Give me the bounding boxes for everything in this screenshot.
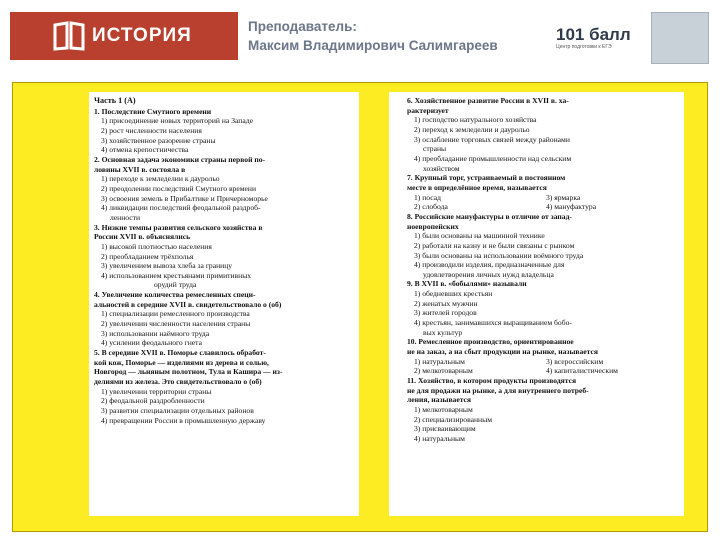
brand-subtitle: Центр подготовки к ЕГЭ <box>556 44 612 50</box>
option: 1) обедневших крестьян <box>414 289 493 299</box>
option: 4) использованием крестьянами примитивных <box>101 270 252 280</box>
question-5: 5. В середине XVII в. Поморье славилось обработ- <box>94 348 266 358</box>
document-page-right <box>389 92 684 516</box>
option: 4) усилении феодального гнета <box>101 338 202 348</box>
option: 2) феодальной раздробленности <box>101 396 205 406</box>
question-5-cont: кой кож, Поморье — изделиями из дерева и солью, <box>94 357 269 367</box>
question-5-cont: делиями из железа. Это свидетельствовало о (об) <box>94 377 262 387</box>
question-3-cont: России XVII в. объяснялись <box>94 232 191 242</box>
question-4: 4. Увеличение количества ремесленных специ- <box>94 290 256 300</box>
question-10-cont: не на заказ, а на сбыт продукции на рынке, называется <box>407 347 598 357</box>
option: 1) специализации ремесленного производства <box>101 309 250 319</box>
option-row <box>407 357 678 367</box>
header <box>0 0 720 82</box>
option: 3) ослабление торговых связей между районами <box>414 134 570 144</box>
question-1: 1. Последствие Смутного времени <box>94 106 212 116</box>
option: 2) работали на казну и не были связаны с рынком <box>414 240 575 250</box>
option: 3) присваивающим <box>414 424 476 434</box>
option: 4) капиталистическим <box>546 366 618 376</box>
option: 2) переход к земледелии и даурольо <box>414 124 530 134</box>
book-icon <box>52 21 86 51</box>
question-11-cont: ления, называется <box>407 395 472 405</box>
option: 4) натуральным <box>414 433 465 443</box>
option-cont: ленности <box>110 212 141 222</box>
option: 4) ликвидации последствий феодальной раздроб- <box>101 203 261 213</box>
option: 1) мелкотоварным <box>414 405 473 414</box>
logo-text: ИСТОРИЯ <box>92 25 192 46</box>
option: 3) увеличением вывоза хлеба за границу <box>101 261 233 271</box>
option: 2) преодолении последствий Смутного времени <box>101 183 257 193</box>
option: 2) рост численности населения <box>101 125 202 135</box>
question-6: 6. Хозяйственное развитие России в XVII в. ха- <box>407 96 569 105</box>
option-cont: хозяйством <box>423 163 460 173</box>
option: 1) были основаны на машинной технике <box>414 231 545 241</box>
slide-stage <box>12 82 708 532</box>
question-3: 3. Низкие темпы развития сельского хозяйства в <box>94 222 263 232</box>
option: 3) развитии специализации отдельных районов <box>101 406 254 415</box>
option-cont: страны <box>423 144 447 154</box>
option: 2) женатых мужчин <box>414 298 478 308</box>
option: 3) ярмарка <box>546 192 581 202</box>
option: 1) переходе к земледелии к даурольо <box>101 174 220 184</box>
teacher-label: Преподаватель: <box>248 19 357 34</box>
option: 4) мануфактура <box>546 202 597 212</box>
question-8: 8. Российские мануфактуры в отличие от запад- <box>407 211 572 221</box>
option: 3) освоения земель в Прибалтике и Причерноморье <box>101 193 268 203</box>
option: 3) жителей городов <box>414 308 477 318</box>
question-10: 10. Ремесленное производство, ориентированное <box>407 337 574 347</box>
option: 3) использовании наёмного труда <box>101 328 210 338</box>
option: 2) слобода <box>414 202 448 212</box>
question-7-cont: месте в определённое время, называется <box>407 182 547 192</box>
option: 2) увеличении численности населения страны <box>101 319 251 329</box>
brand-name: 101 балл <box>556 25 631 44</box>
option-cont: орудий труда <box>154 280 197 290</box>
question-11-cont: не для продажи на рынке, а для внутреннего потреб- <box>407 385 589 395</box>
document-page-left <box>89 92 359 516</box>
option: 4) превращении России в промышленную державу <box>101 415 266 425</box>
option: 1) посад <box>414 192 441 202</box>
option: 1) натуральным <box>414 356 465 366</box>
option: 4) крестьян, занимавшихся выращиванием бобо- <box>414 318 572 328</box>
option: 2) преобладанием трёхполья <box>101 251 194 261</box>
option-cont: удовлетворения личных нужд владельца <box>423 269 554 279</box>
option: 2) мелкотоварным <box>414 366 473 376</box>
teacher-name: Максим Владимирович Салимгареев <box>248 38 498 53</box>
option: 3) хозяйственное разорение страны <box>101 135 216 145</box>
teacher-info <box>248 17 498 55</box>
option-row <box>407 193 678 203</box>
option: 3) всероссийским <box>546 356 604 366</box>
question-8-cont: ноевропейских <box>407 221 459 231</box>
option-row <box>407 366 678 376</box>
question-9: 9. В XVII в. «бобылями» называли <box>407 279 527 289</box>
option: 4) преобладание промышленности над сельским <box>414 153 572 163</box>
option: 4) отмена крепостничества <box>101 145 189 155</box>
part-title: Часть 1 (А) <box>94 96 136 105</box>
brand-logo <box>556 26 631 51</box>
option: 1) высокой плотностью населения <box>101 241 212 251</box>
question-6-cont: рактеризует <box>407 105 449 115</box>
option-cont: вых культур <box>423 327 463 337</box>
option: 1) господство натурального хозяйства <box>414 115 537 125</box>
question-2: 2. Основная задача экономики страны первой по- <box>94 154 266 164</box>
subject-logo <box>10 12 238 60</box>
option: 1) присоединение новых территорий на Западе <box>101 116 253 126</box>
option: 3) были основаны на использовании воёмного труда <box>414 250 584 260</box>
question-2-cont: ловины XVII в. состояла в <box>94 164 186 174</box>
question-11: 11. Хозяйство, в котором продукты производятся <box>407 376 577 386</box>
question-7: 7. Крупный торг, устраиваемый в постоянном <box>407 173 566 183</box>
option-row <box>407 202 678 212</box>
option: 4) производили изделия, предназначенные для <box>414 260 565 270</box>
question-5-cont: Новгород — льняным полотном, Тула и Кашира — из- <box>94 367 283 377</box>
option: 2) специализированным <box>414 414 492 424</box>
corner-decoration <box>651 12 709 64</box>
question-4-cont: альностей в середине XVII в. свидетельствовало о (об) <box>94 299 282 309</box>
option: 1) увеличении территории страны <box>101 386 212 396</box>
